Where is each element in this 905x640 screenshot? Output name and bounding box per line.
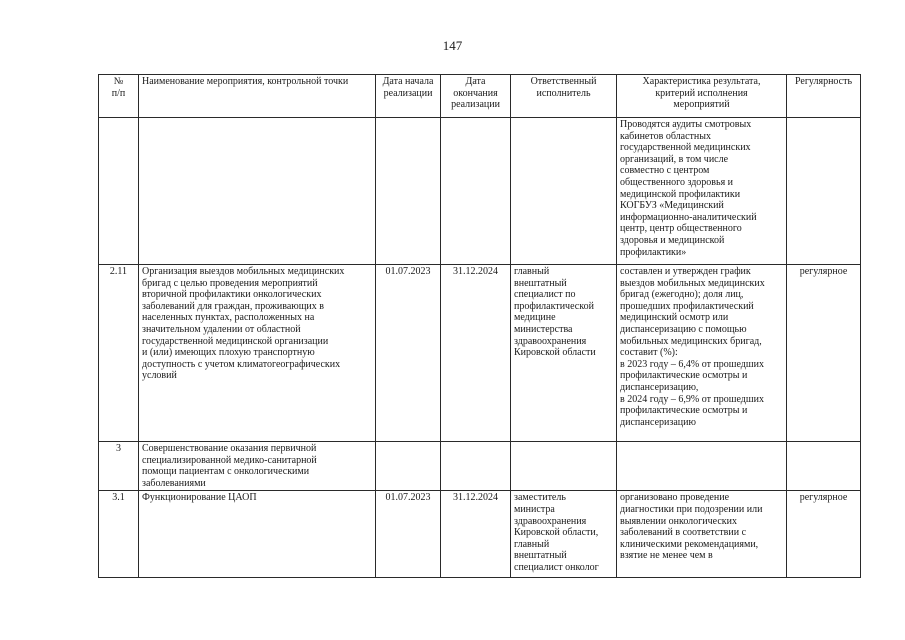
cell-regularity bbox=[787, 118, 861, 265]
cell-executor bbox=[511, 118, 617, 265]
page-number: 147 bbox=[442, 38, 463, 53]
header-num: № п/п bbox=[99, 75, 139, 118]
cell-name: Совершенствование оказания первичной специализированной медико-санитарной помощи пациентам с онкологическими заболеваниями bbox=[139, 442, 376, 491]
table-header-row bbox=[99, 75, 861, 118]
cell-executor: заместитель министра здравоохранения Кировской области, главный внештатный специалист онколог bbox=[511, 491, 617, 578]
cell-num bbox=[99, 118, 139, 265]
cell-regularity: регулярное bbox=[787, 491, 861, 578]
table-row bbox=[99, 118, 861, 265]
header-executor: Ответственный исполнитель bbox=[511, 75, 617, 118]
cell-result bbox=[617, 442, 787, 491]
cell-end-date: 31.12.2024 bbox=[441, 265, 511, 442]
table-row bbox=[99, 265, 861, 442]
cell-start-date bbox=[376, 442, 441, 491]
activities-table bbox=[98, 74, 861, 578]
cell-executor: главный внештатный специалист по профилактической медицине министерства здравоохранения Кировской области bbox=[511, 265, 617, 442]
cell-name: Организация выездов мобильных медицинских бригад с целью проведения мероприятий вторичной профилактики онкологических заболеваний для граждан, проживающих в населенных пунктах, расположенных на значительном удалении от областной государственной медицинской организации и (или) имеющих плохую транспортную доступность с учетом климатогеографических условий bbox=[139, 265, 376, 442]
cell-start-date: 01.07.2023 bbox=[376, 491, 441, 578]
cell-num: 3.1 bbox=[99, 491, 139, 578]
cell-name bbox=[139, 118, 376, 265]
cell-num: 2.11 bbox=[99, 265, 139, 442]
header-end-date: Дата окончания реализации bbox=[441, 75, 511, 118]
cell-executor bbox=[511, 442, 617, 491]
cell-result: составлен и утвержден график выездов мобильных медицинских бригад (ежегодно); доля лиц, прошедших профилактический медицинский осмотр или диспансеризацию с помощью мобильных медицинских бригад, составит (%): в 2023 году – 6,4% от прошедших профилактические осмотры и диспансеризацию, в 2024 году – 6,9% от прошедших профилактические осмотры и диспансеризацию bbox=[617, 265, 787, 442]
header-start-date: Дата начала реализации bbox=[376, 75, 441, 118]
cell-num: 3 bbox=[99, 442, 139, 491]
cell-regularity bbox=[787, 442, 861, 491]
cell-name: Функционирование ЦАОП bbox=[139, 491, 376, 578]
table-row bbox=[99, 491, 861, 578]
cell-end-date: 31.12.2024 bbox=[441, 491, 511, 578]
cell-end-date bbox=[441, 118, 511, 265]
header-result: Характеристика результата, критерий исполнения мероприятий bbox=[617, 75, 787, 118]
header-name: Наименование мероприятия, контрольной точки bbox=[139, 75, 376, 118]
cell-result: Проводятся аудиты смотровых кабинетов областных государственной медицинских организаций, в том числе совместно с центром общественного здоровья и медицинской профилактики КОГБУЗ «Медицинский информационно-аналитический центр, центр общественного здоровья и медицинской профилактики» bbox=[617, 118, 787, 265]
cell-start-date: 01.07.2023 bbox=[376, 265, 441, 442]
header-regularity: Регулярность bbox=[787, 75, 861, 118]
cell-start-date bbox=[376, 118, 441, 265]
table-row bbox=[99, 442, 861, 491]
cell-result: организовано проведение диагностики при подозрении или выявлении онкологических заболеваний в соответствии с клиническими рекомендациями, взятие не менее чем в bbox=[617, 491, 787, 578]
cell-end-date bbox=[441, 442, 511, 491]
cell-regularity: регулярное bbox=[787, 265, 861, 442]
